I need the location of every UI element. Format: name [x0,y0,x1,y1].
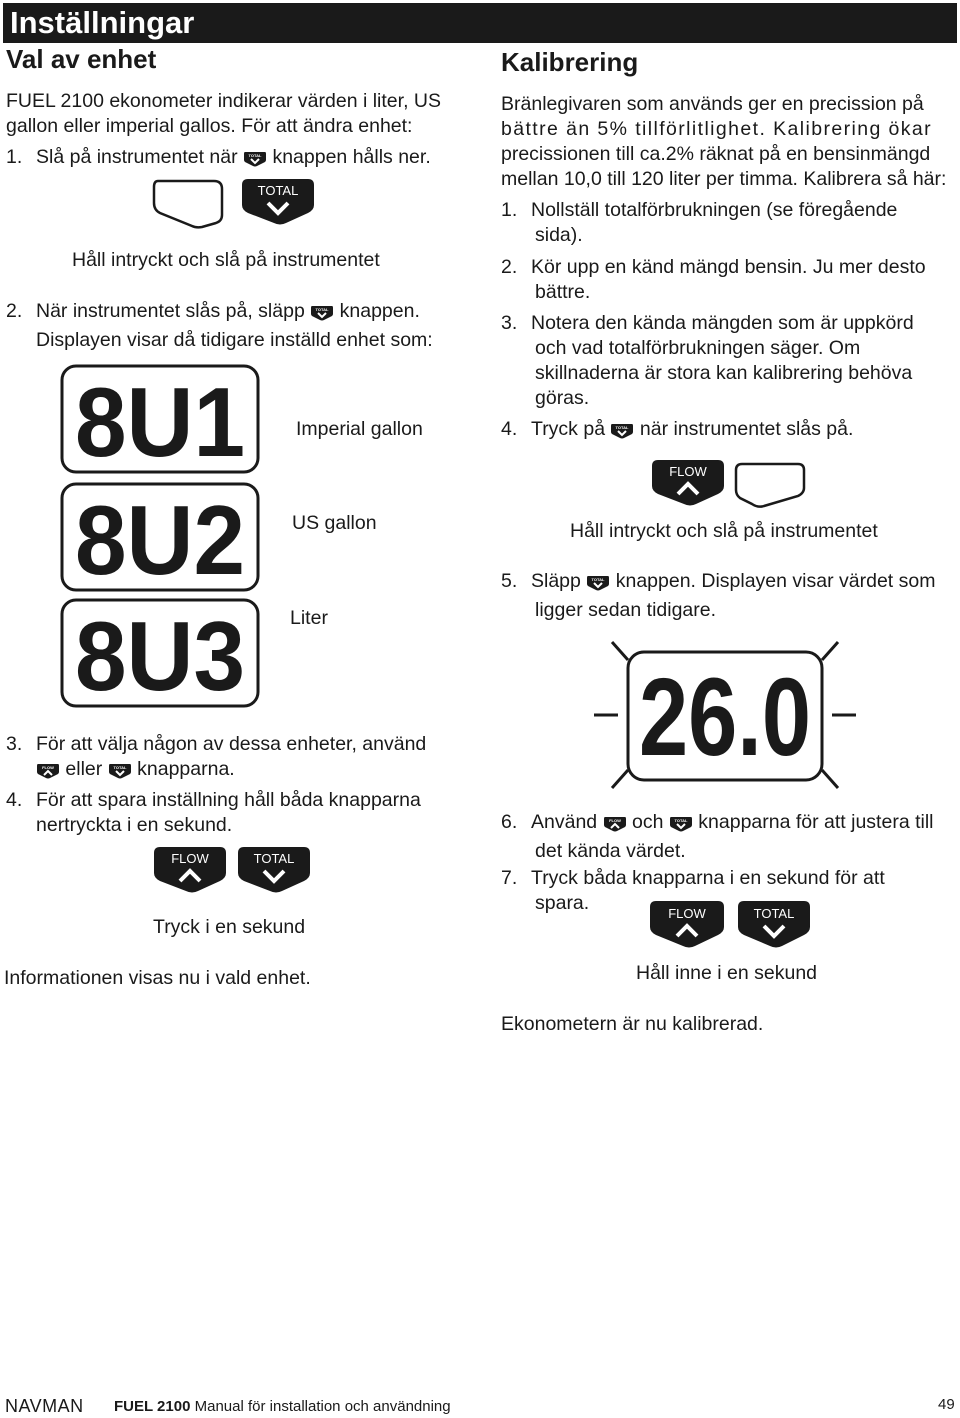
unit-conclusion: Informationen visas nu i vald enhet. [4,967,311,989]
svg-text:TOTAL: TOTAL [615,425,629,430]
hold-caption: Håll intryckt och slå på instrumentet [570,520,878,542]
total-button[interactable] [242,179,314,225]
total-button[interactable] [238,847,310,893]
step-text: knappen. [339,300,420,322]
step-text: knapparna för att justera till [698,811,934,833]
page-number: 49 [938,1396,955,1413]
flashing-display [590,630,860,800]
flow-blank-button-illustration [650,458,810,510]
calibration-intro-line: mellan 10,0 till 120 liter per timma. Kalibrera så här: [501,168,947,190]
step-text: Tryck på [531,418,606,440]
svg-text:TOTAL: TOTAL [248,153,262,158]
total-mini-icon [108,761,132,786]
footer-brand: NAVMAN [5,1396,84,1416]
step-text: när instrumentet slås på. [639,418,854,440]
step-text: ligger sedan tidigare. [535,599,717,621]
unit-step-4 [6,788,421,838]
lcd-display [60,482,260,597]
svg-text:FLOW: FLOW [668,906,706,921]
unit-step-1 [6,145,431,174]
total-mini-icon [669,814,693,839]
step-number: 3. [501,312,518,334]
step-text: Använd [531,811,598,833]
step-text: skillnaderna är stora kan kalibrering behöva [535,362,913,384]
svg-text:TOTAL: TOTAL [253,851,295,866]
total-mini-icon [586,573,610,598]
section-heading-calibration: Kalibrering [501,47,639,77]
step-text: Notera den kända mängden som är uppkörd [531,312,914,334]
step-number: 2. [501,256,518,278]
page-title: Inställningar [10,5,195,40]
step-number: 1. [6,146,23,168]
calibration-step-4 [501,417,853,446]
calibration-step-6 [501,810,934,864]
unit-intro-line: gallon eller imperial gallos. För att ändra enhet: [6,115,413,137]
unit-label: Liter [290,607,328,629]
step-text: Släpp [531,570,581,592]
step-text: göras. [535,387,590,409]
step-number: 4. [6,789,23,811]
total-mini-icon [310,303,334,328]
step1-button-illustration [150,175,320,230]
step-text: knappen. Displayen visar värdet som [615,570,936,592]
svg-text:TOTAL: TOTAL [753,906,795,921]
flow-mini-icon [603,814,627,839]
lcd-text: 8U3 [75,601,245,708]
hold2-caption: Håll inne i en sekund [636,962,818,984]
step-text: knapparna. [137,758,235,780]
calibration-step-1 [501,198,957,248]
step-number: 3. [6,733,23,755]
svg-text:FLOW: FLOW [42,765,54,770]
svg-text:TOTAL: TOTAL [591,577,605,582]
calibration-intro-line: Bränlegivaren som används ger en precission på [501,93,924,115]
step-text: sida). [535,224,583,246]
lcd-display [60,364,260,479]
press-caption: Tryck i en sekund [153,916,306,938]
calibration-step-2 [501,255,957,305]
step-text: För att välja någon av dessa enheter, använd [36,733,427,755]
footer-title [114,1398,451,1415]
unit-step-3 [6,732,426,786]
svg-text:FLOW: FLOW [669,464,707,479]
step-text: knappen hålls ner. [272,146,431,168]
svg-text:TOTAL: TOTAL [315,307,329,312]
section-heading-unit: Val av enhet [6,44,157,74]
step-text: Slå på instrumentet när [36,146,238,168]
blank-button[interactable] [736,464,804,507]
step-text: Displayen visar då tidigare inställd enhet som: [36,329,433,351]
display-value: 26.0 [639,656,811,779]
unit-step-2 [6,299,433,353]
lcd-text: 8U2 [75,485,245,592]
step-number: 5. [501,570,518,592]
step-text: För att spara inställning håll båda knapparna [36,789,421,811]
step-text: nertryckta i en sekund. [36,814,233,836]
step-text: spara. [535,892,590,914]
svg-text:TOTAL: TOTAL [113,765,127,770]
step-number: 2. [6,300,23,322]
flow-button[interactable] [154,847,226,893]
svg-text:FLOW: FLOW [171,851,209,866]
step-number: 6. [501,811,518,833]
step-text: eller [65,758,103,780]
flow-button[interactable] [652,460,724,506]
hold-caption: Håll intryckt och slå på instrumentet [72,249,380,271]
footer-manual-title: Manual för installation och användning [194,1398,451,1415]
lcd-text: 8U1 [75,367,245,474]
total-mini-icon [610,421,634,446]
unit-intro [6,89,476,139]
flow-total-button-illustration [648,899,814,953]
total-mini-icon [243,149,267,174]
calibration-step-3 [501,311,957,411]
calibration-step-5 [501,569,935,623]
step-text: och vad totalförbrukningen säger. Om [535,337,861,359]
step-text: Kör upp en känd mängd bensin. Ju mer desto [531,256,926,278]
svg-text:FLOW: FLOW [608,818,621,823]
footer-product: FUEL 2100 [114,1398,191,1415]
step-number: 7. [501,867,518,889]
step-text: och [631,811,664,833]
total-button[interactable] [738,901,810,948]
step-text: bättre. [535,281,591,303]
flow-mini-icon [36,761,60,786]
step-text: Nollställ totalförbrukningen (se föregående [531,199,898,221]
svg-text:TOTAL: TOTAL [257,183,299,198]
flow-total-button-illustration [152,845,314,897]
step-number: 1. [501,199,518,221]
flow-button[interactable] [650,901,724,948]
unit-intro-line: FUEL 2100 ekonometer indikerar värden i liter, US [6,90,441,112]
step-text: Tryck båda knapparna i en sekund för att [531,867,885,889]
unit-label: US gallon [292,512,377,534]
step-text: När instrumentet slås på, släpp [36,300,305,322]
calibration-conclusion: Ekonometern är nu kalibrerad. [501,1013,764,1035]
step-text: det kända värdet. [535,840,686,862]
svg-text:TOTAL: TOTAL [674,818,688,823]
calibration-intro-line: precissionen till ca.2% räknat på en bensinmängd [501,143,931,165]
step-number: 4. [501,418,518,440]
lcd-display [60,598,260,713]
calibration-intro [501,92,957,192]
calibration-intro-line: bättre än 5% tillförlitlighet. Kalibrering ökar [501,118,933,140]
unit-label: Imperial gallon [296,418,423,440]
blank-button[interactable] [154,181,222,227]
